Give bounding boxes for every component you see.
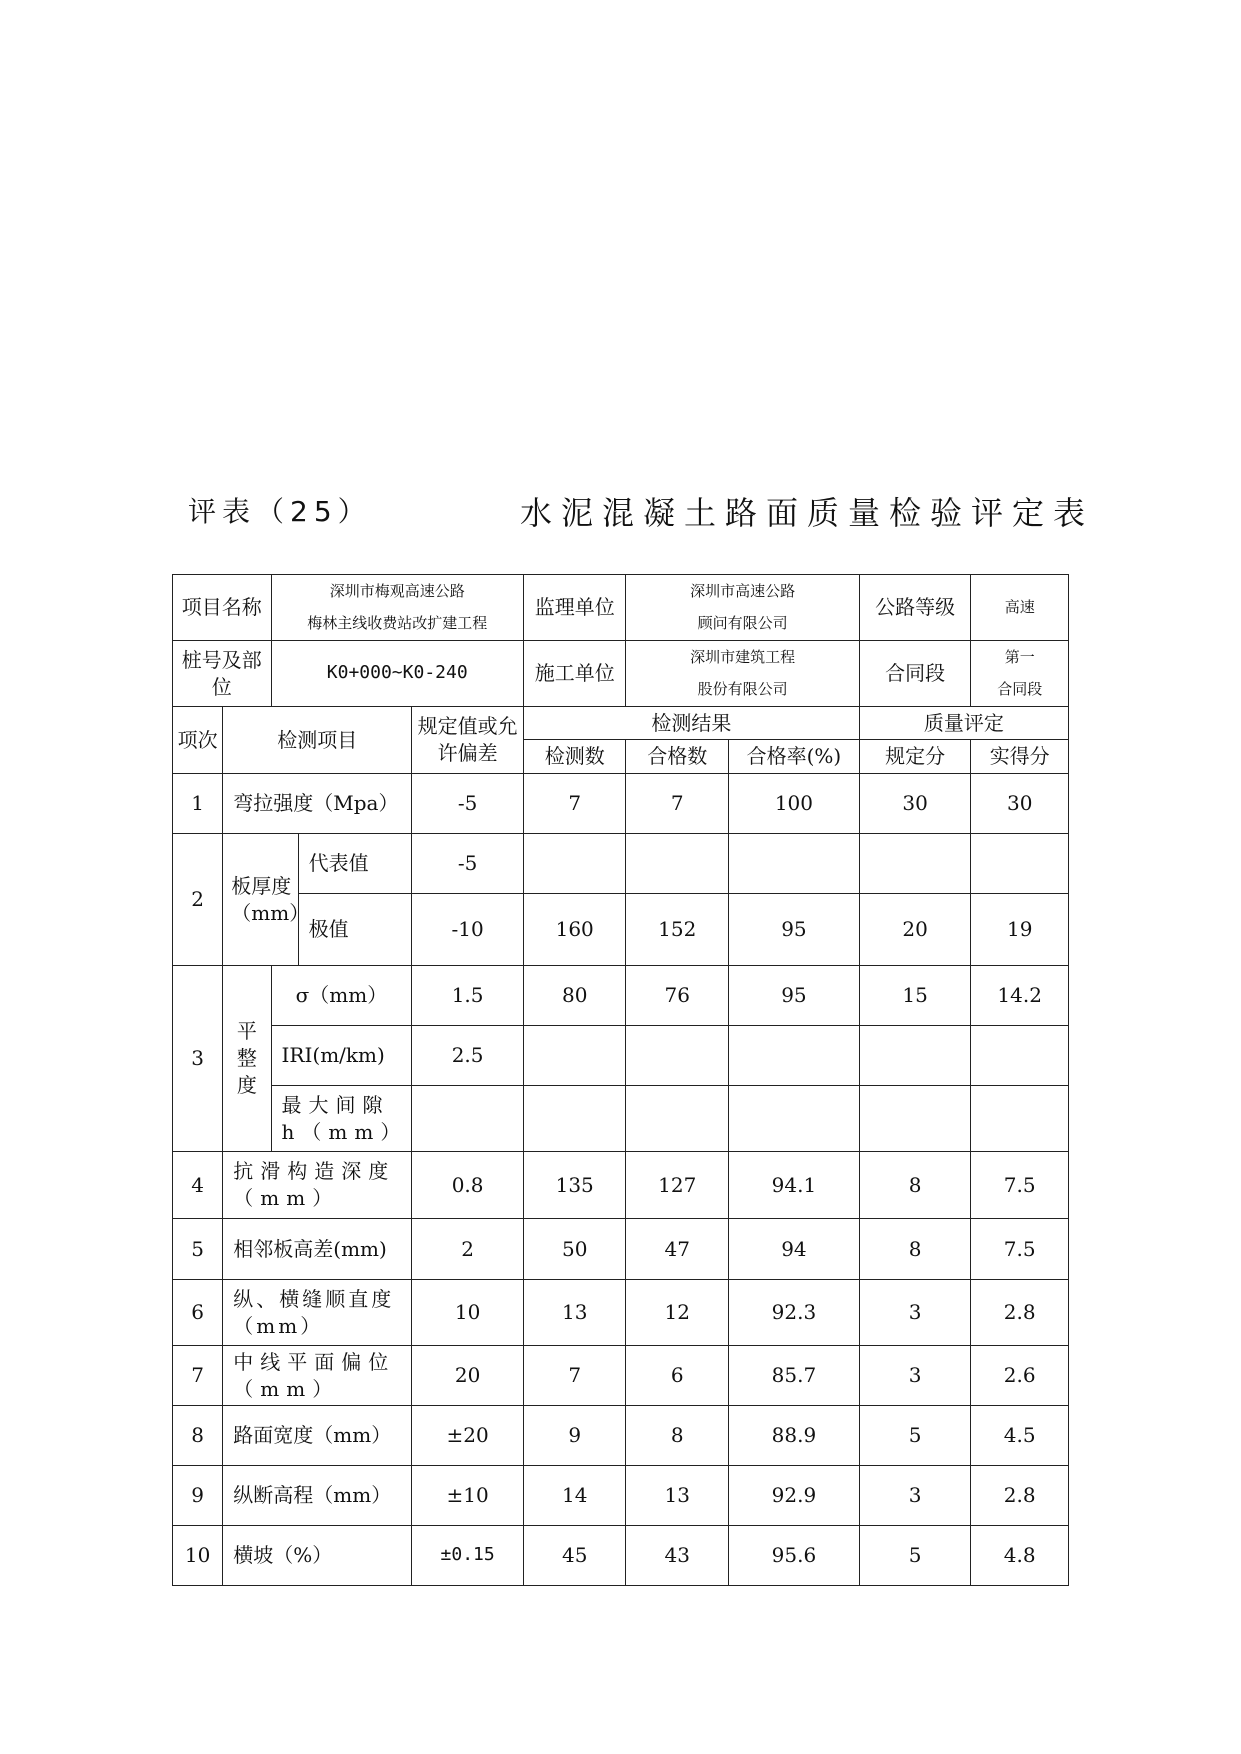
row-count: 160 [523, 894, 626, 966]
row-spec: ±10 [412, 1466, 524, 1526]
page-title: 水泥混凝土路面质量检验评定表 [520, 494, 1095, 532]
header-max-score: 规定分 [859, 740, 971, 774]
row-spec: ±0.15 [412, 1526, 524, 1586]
row-index: 6 [173, 1280, 223, 1346]
header-pass: 合格数 [626, 740, 729, 774]
row-item: σ（mm） [271, 966, 412, 1026]
row-max-score: 5 [859, 1406, 971, 1466]
header-score: 实得分 [971, 740, 1069, 774]
table-row [173, 834, 1069, 894]
table-row [173, 1406, 1069, 1466]
row-max-score: 15 [859, 966, 971, 1026]
header-quality: 质量评定 [859, 707, 1068, 740]
row-max-score [859, 834, 971, 894]
row-max-score: 3 [859, 1466, 971, 1526]
row-count: 50 [523, 1219, 626, 1280]
project-value [271, 575, 523, 641]
row-max-score: 8 [859, 1152, 971, 1219]
row-item: 纵、横缝顺直度（mm） [223, 1280, 412, 1346]
row-count: 7 [523, 1346, 626, 1406]
row-rate: 95 [729, 894, 860, 966]
table-row [173, 1280, 1069, 1346]
grade-value: 高速 [971, 575, 1069, 641]
row-rate: 94 [729, 1219, 860, 1280]
row-count [523, 1086, 626, 1152]
section-value [971, 641, 1069, 707]
row-item: 相邻板高差(mm) [223, 1219, 412, 1280]
row-spec: -10 [412, 894, 524, 966]
row-rate [729, 1086, 860, 1152]
row-pass: 43 [626, 1526, 729, 1586]
row-item: 代表值 [298, 834, 412, 894]
row-max-score: 3 [859, 1280, 971, 1346]
section-value-line1: 第一 [1004, 648, 1035, 666]
row-item: 抗滑构造深度（mm） [223, 1152, 412, 1219]
row-score: 19 [971, 894, 1069, 966]
table-row [173, 1466, 1069, 1526]
row-pass: 47 [626, 1219, 729, 1280]
row-rate: 88.9 [729, 1406, 860, 1466]
row-spec: 2 [412, 1219, 524, 1280]
row-item: 纵断高程（mm） [223, 1466, 412, 1526]
row-item: 最大间隙h（mm） [271, 1086, 412, 1152]
row-count [523, 834, 626, 894]
row-max-score: 20 [859, 894, 971, 966]
section-value-line2: 合同段 [997, 679, 1043, 698]
row-pass [626, 1086, 729, 1152]
row-count: 14 [523, 1466, 626, 1526]
row-index: 4 [173, 1152, 223, 1219]
row-rate: 92.9 [729, 1466, 860, 1526]
table-row [173, 1526, 1069, 1586]
row-spec [412, 1086, 524, 1152]
row-pass [626, 834, 729, 894]
contractor-label: 施工单位 [523, 641, 626, 707]
row-group: 平整度 [223, 966, 271, 1152]
row-pass: 6 [626, 1346, 729, 1406]
table-row [173, 1346, 1069, 1406]
row-score [971, 1026, 1069, 1086]
contractor-value-line2: 股份有限公司 [697, 679, 788, 698]
row-index: 5 [173, 1219, 223, 1280]
table-row [173, 1026, 1069, 1086]
row-max-score: 8 [859, 1219, 971, 1280]
row-max-score [859, 1026, 971, 1086]
row-score: 14.2 [971, 966, 1069, 1026]
section-label: 合同段 [859, 641, 971, 707]
supervisor-label: 监理单位 [523, 575, 626, 641]
row-pass: 76 [626, 966, 729, 1026]
row-pass: 13 [626, 1466, 729, 1526]
row-count: 13 [523, 1280, 626, 1346]
table-row [173, 1219, 1069, 1280]
row-index: 10 [173, 1526, 223, 1586]
table-row [173, 774, 1069, 834]
row-item: 中线平面偏位（mm） [223, 1346, 412, 1406]
row-score: 2.8 [971, 1280, 1069, 1346]
row-pass: 12 [626, 1280, 729, 1346]
header-results: 检测结果 [523, 707, 859, 740]
table-row [173, 1152, 1069, 1219]
supervisor-value-line1: 深圳市高速公路 [690, 582, 796, 600]
row-score: 4.5 [971, 1406, 1069, 1466]
row-count: 80 [523, 966, 626, 1026]
row-item: 横坡（%） [223, 1526, 412, 1586]
header-rate: 合格率(%) [729, 740, 860, 774]
contractor-value-line1: 深圳市建筑工程 [690, 648, 796, 666]
contractor-value [626, 641, 859, 707]
row-item: IRI(m/km) [271, 1026, 412, 1086]
row-count: 7 [523, 774, 626, 834]
inspection-table [172, 574, 1069, 1586]
row-spec: -5 [412, 774, 524, 834]
row-max-score: 5 [859, 1526, 971, 1586]
row-spec: ±20 [412, 1406, 524, 1466]
row-spec: 10 [412, 1280, 524, 1346]
row-rate: 95 [729, 966, 860, 1026]
row-score: 30 [971, 774, 1069, 834]
row-rate: 92.3 [729, 1280, 860, 1346]
row-max-score: 30 [859, 774, 971, 834]
project-value-line2: 梅林主线收费站改扩建工程 [307, 613, 488, 632]
row-score: 4.8 [971, 1526, 1069, 1586]
row-index: 9 [173, 1466, 223, 1526]
header-count: 检测数 [523, 740, 626, 774]
row-rate: 95.6 [729, 1526, 860, 1586]
row-rate: 94.1 [729, 1152, 860, 1219]
row-score [971, 1086, 1069, 1152]
station-value: K0+000~K0-240 [271, 641, 523, 707]
row-count: 9 [523, 1406, 626, 1466]
row-group: 板厚度（mm） [223, 834, 298, 966]
table-id: 评表（25） [188, 495, 372, 528]
header-index: 项次 [173, 707, 223, 774]
row-index: 8 [173, 1406, 223, 1466]
row-pass: 7 [626, 774, 729, 834]
row-pass: 8 [626, 1406, 729, 1466]
row-score: 2.8 [971, 1466, 1069, 1526]
row-item: 路面宽度（mm） [223, 1406, 412, 1466]
header-item: 检测项目 [223, 707, 412, 774]
row-rate [729, 834, 860, 894]
row-index: 1 [173, 774, 223, 834]
row-item: 弯拉强度（Mpa） [223, 774, 412, 834]
project-value-line1: 深圳市梅观高速公路 [329, 582, 465, 600]
row-spec: 1.5 [412, 966, 524, 1026]
row-rate: 85.7 [729, 1346, 860, 1406]
station-label: 桩号及部位 [173, 641, 272, 707]
row-pass: 152 [626, 894, 729, 966]
row-index: 3 [173, 966, 223, 1152]
row-rate: 100 [729, 774, 860, 834]
row-score [971, 834, 1069, 894]
row-max-score [859, 1086, 971, 1152]
header-spec: 规定值或允许偏差 [412, 707, 524, 774]
row-spec: 20 [412, 1346, 524, 1406]
row-spec: 2.5 [412, 1026, 524, 1086]
row-count: 135 [523, 1152, 626, 1219]
row-count: 45 [523, 1526, 626, 1586]
row-score: 7.5 [971, 1152, 1069, 1219]
table-row [173, 1086, 1069, 1152]
project-label: 项目名称 [173, 575, 272, 641]
row-count [523, 1026, 626, 1086]
table-row [173, 966, 1069, 1026]
grade-label: 公路等级 [859, 575, 971, 641]
row-pass [626, 1026, 729, 1086]
supervisor-value-line2: 顾问有限公司 [697, 613, 788, 632]
row-rate [729, 1026, 860, 1086]
row-spec: 0.8 [412, 1152, 524, 1219]
row-pass: 127 [626, 1152, 729, 1219]
row-index: 2 [173, 834, 223, 966]
supervisor-value [626, 575, 859, 641]
row-score: 7.5 [971, 1219, 1069, 1280]
row-spec: -5 [412, 834, 524, 894]
row-item: 极值 [298, 894, 412, 966]
row-index: 7 [173, 1346, 223, 1406]
row-max-score: 3 [859, 1346, 971, 1406]
row-score: 2.6 [971, 1346, 1069, 1406]
